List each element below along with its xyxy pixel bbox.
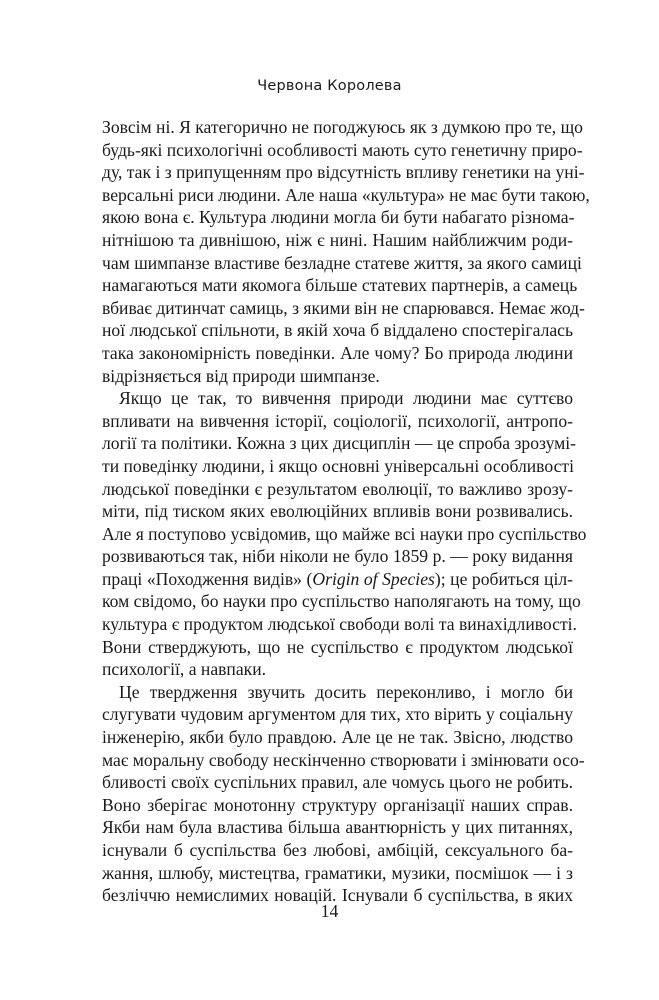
page-number: 14 [320, 901, 339, 921]
text-segment: ); це робиться ціл- [434, 568, 573, 589]
text-line: міти, під тиском яких еволюційних впливів вони розвивались. [102, 501, 573, 522]
text-line: бливості своїх суспільних правил, але чомусь цього не робить. [102, 772, 573, 793]
paragraph-1 [102, 116, 590, 387]
text-line: Зовсім ні. Я категорично не погоджуюсь як з думкою про те, що [102, 117, 583, 137]
text-line: Але я поступово усвідомив, що майже всі науки про суспільство [102, 523, 587, 544]
text-line-with-italic-title [102, 568, 573, 591]
text-line: Якщо це так, то вивчення природи людини має суттєво [119, 388, 573, 409]
text-line: існували б суспільства без любові, амбіцій, сексуального ба- [102, 840, 573, 860]
text-line: чам шимпанзе властиве безладне статеве життя, за якого самиці [102, 252, 582, 273]
text-line: людської поведінки є результатом еволюції, то важливо зрозу- [102, 478, 573, 499]
text-line: Воно зберігає монотонну структуру організації наших справ. [102, 794, 573, 815]
text-line: впливати на вивчення історії, соціології, психології, антропо- [102, 410, 573, 431]
text-line: нітнішою та дивнішою, ніж є нині. Нашим найближчим роди- [102, 229, 573, 250]
text-line: культура є продуктом людської свободи волі та винахідливості. [102, 614, 577, 635]
text-line: має моральну свободу нескінченно створювати і змінювати осо- [102, 749, 585, 770]
text-line: ком свідомо, бо науки про суспільство наполягають на тому, що [102, 591, 581, 612]
italic-book-title: Origin of Species [312, 568, 435, 589]
text-segment: праці «Походження видів» ( [102, 568, 313, 589]
text-line: вбиває дитинчат самиць, з якими він не спарювався. Немає жод- [102, 297, 585, 318]
text-line: психології, а навпаки. [102, 659, 267, 680]
body-text [102, 116, 590, 907]
text-line: намагаються мати якомога більше статевих партнерів, а самець [102, 275, 578, 296]
text-line: ти поведінку людини, і якщо основні універсальні особливості [102, 455, 574, 476]
text-line: розвиваються так, ніби ніколи не було 1859 р. — року видання [102, 546, 573, 567]
running-header-title: Червона Королева [257, 78, 402, 94]
text-line: безліччю немислимих новацій. Існували б суспільства, в яких [102, 885, 573, 906]
text-line: будь-які психологічні особливості мають суто генетичну приро- [102, 139, 583, 160]
text-line: логії та політики. Кожна з цих дисциплін — це спроба зрозумі- [102, 433, 577, 454]
text-line: якою вона є. Культура людини могла би бути набагато різнома- [102, 207, 575, 228]
text-line: інженерію, якби було правдою. Але це не так. Звісно, людство [102, 727, 573, 748]
text-line: ду, так і з припущенням про відсутність впливу генетики на уні- [102, 162, 585, 183]
paragraph-2 [102, 387, 587, 681]
text-line: така закономірність поведінки. Але чому? Бо природа людини [102, 342, 573, 363]
text-line: Якби нам була властива більша авантюрність у цих питаннях, [102, 817, 573, 838]
text-line: ної людської спільноти, в якій хоча б віддалено спостерігалась [102, 320, 573, 341]
paragraph-3 [102, 681, 585, 907]
text-line: Це твердження звучить досить переконливо, і могло би [119, 681, 573, 702]
text-line: відрізняється від природи шимпанзе. [102, 365, 380, 386]
text-line: жання, шлюбу, мистецтва, граматики, музики, посмішок — і з [102, 862, 573, 883]
text-line: слугувати чудовим аргументом для тих, хто вірить у соціальну [102, 704, 573, 725]
text-line: версальні риси людини. Але наша «культура» не має бути такою, [102, 184, 590, 205]
text-line: Вони стверджують, що не суспільство є продуктом людської [102, 636, 573, 657]
